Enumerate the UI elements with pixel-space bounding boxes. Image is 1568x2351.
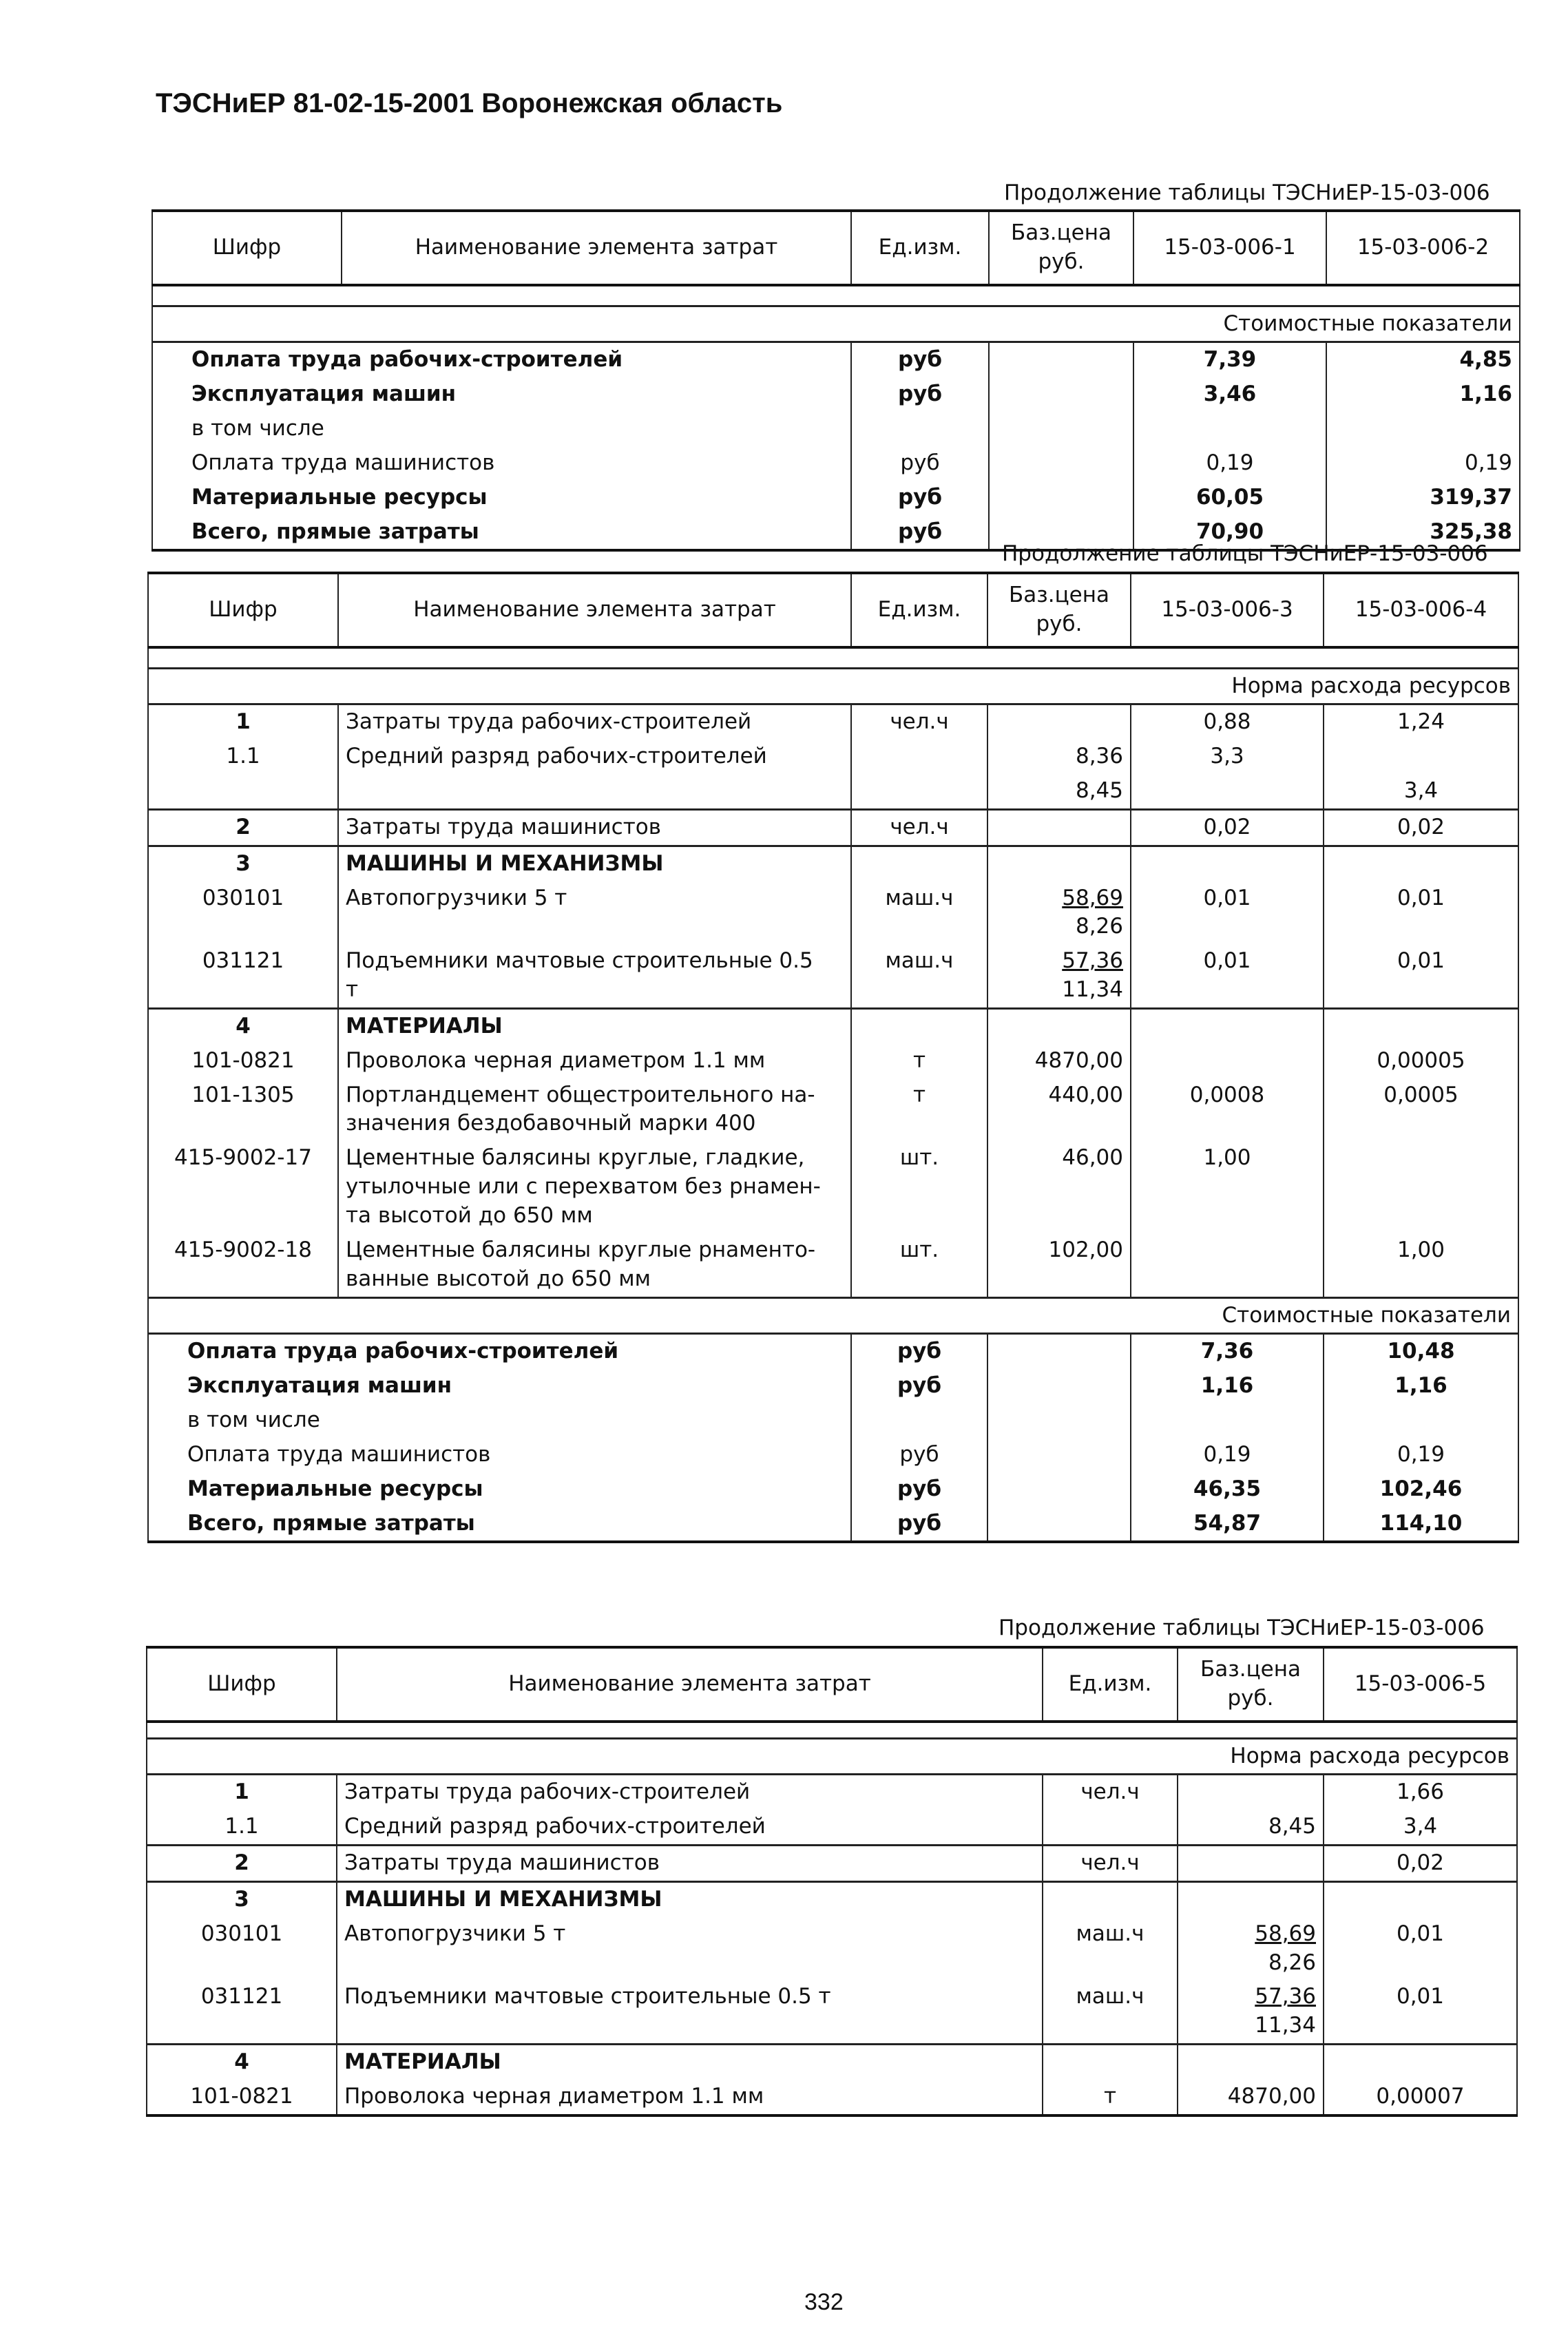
table-row: 1 Затраты труда рабочих-строителей чел.ч 0,88 1,24	[148, 704, 1518, 740]
table-row: 030101 Автопогрузчики 5 т маш.ч 58,69 8,26 0,01	[147, 1917, 1517, 1981]
table1	[151, 209, 1520, 552]
table1-header-row	[152, 211, 1520, 285]
header-col-b: 15-03-006-4	[1324, 573, 1518, 647]
table-row: 1 Затраты труда рабочих-строителей чел.ч 1,66	[147, 1775, 1517, 1810]
header-col-b: 15-03-006-2	[1326, 211, 1520, 285]
table-row: Оплата труда машинистов руб 0,19 0,19	[148, 1438, 1518, 1472]
table-row: 101-0821 Проволока черная диаметром 1.1 мм т 4870,00 0,00007	[147, 2080, 1517, 2115]
table3-header-row	[147, 1647, 1517, 1722]
table-row: 031121 Подъемники мачтовые строительные 0.5 т маш.ч 57,36 11,34 0,01 0,01	[148, 944, 1518, 1008]
table-row: Эксплуатация машин руб 1,16 1,16	[148, 1369, 1518, 1403]
table-row: Эксплуатация машин руб 3,46 1,16	[152, 377, 1520, 412]
table-row: 1.1 Средний разряд рабочих-строителей 8,45 3,4	[147, 1810, 1517, 1845]
table-row: в том числе	[148, 1403, 1518, 1438]
header-base-price: Баз.цена руб.	[1178, 1647, 1324, 1722]
header-col-a: 15-03-006-1	[1133, 211, 1326, 285]
table-row: Оплата труда рабочих-строителей руб 7,39 4,85	[152, 342, 1520, 377]
table1-caption: Продолжение таблицы ТЭСНиЕР-15-03-006	[1004, 180, 1490, 205]
table2-caption: Продолжение таблицы ТЭСНиЕР-15-03-006	[1002, 541, 1488, 566]
table-row: 3 МАШИНЫ И МЕХАНИЗМЫ	[147, 1881, 1517, 1916]
table-row: 101-1305 Портландцемент общестроительного на- значения бездобавочный марки 400 т 440,00 0,0008 0,0005	[148, 1078, 1518, 1142]
page-number: 332	[804, 2289, 844, 2315]
header-code: Шифр	[148, 573, 338, 647]
cost-label: Стоимостные показатели	[148, 1297, 1518, 1334]
table2-header-row	[148, 573, 1518, 647]
table-row: 415-9002-18 Цементные балясины круглые рнаменто- ванные высотой до 650 мм шт. 102,00 1,00	[148, 1233, 1518, 1297]
table3	[146, 1646, 1518, 2117]
table-row: 2 Затраты труда машинистов чел.ч 0,02	[147, 1846, 1517, 1882]
header-unit: Ед.изм.	[851, 573, 987, 647]
header-name: Наименование элемента затрат	[342, 211, 851, 285]
table-row: 4 МАТЕРИАЛЫ	[148, 1008, 1518, 1043]
norm-label: Норма расхода ресурсов	[147, 1738, 1517, 1775]
norm-label: Норма расхода ресурсов	[148, 668, 1518, 704]
table-row: 3 МАШИНЫ И МЕХАНИЗМЫ	[148, 846, 1518, 881]
table-row: 4 МАТЕРИАЛЫ	[147, 2045, 1517, 2080]
table-row: Оплата труда рабочих-строителей руб 7,36 10,48	[148, 1334, 1518, 1369]
table3-caption: Продолжение таблицы ТЭСНиЕР-15-03-006	[999, 1616, 1485, 1640]
header-base-price: Баз.цена руб.	[989, 211, 1133, 285]
table-row: 2 Затраты труда машинистов чел.ч 0,02 0,02	[148, 809, 1518, 846]
table-row: 415-9002-17 Цементные балясины круглые, гладкие, утылочные или с перехватом без рнамен- та высотой до 650 мм шт. 46,00 1,00	[148, 1141, 1518, 1233]
header-col-a: 15-03-006-3	[1131, 573, 1324, 647]
table-row: 1.1 Средний разряд рабочих-строителей 8,36 3,3	[148, 740, 1518, 774]
table-row: 101-0821 Проволока черная диаметром 1.1 мм т 4870,00 0,00005	[148, 1044, 1518, 1078]
header-unit: Ед.изм.	[1043, 1647, 1178, 1722]
table-row: Материальные ресурсы руб 46,35 102,46	[148, 1472, 1518, 1507]
page-title: ТЭСНиЕР 81-02-15-2001 Воронежская область	[156, 88, 783, 118]
header-name: Наименование элемента затрат	[338, 573, 851, 647]
header-name: Наименование элемента затрат	[337, 1647, 1043, 1722]
table-row: Всего, прямые затраты руб 70,90 325,38	[152, 515, 1520, 551]
table-row: 031121 Подъемники мачтовые строительные 0.5 т маш.ч 57,36 11,34 0,01	[147, 1980, 1517, 2044]
table-row: Материальные ресурсы руб 60,05 319,37	[152, 481, 1520, 515]
section-label: Стоимостные показатели	[152, 306, 1520, 342]
table-row: 8,45 3,4	[148, 774, 1518, 809]
table-row: Всего, прямые затраты руб 54,87 114,10	[148, 1507, 1518, 1543]
table-row: Оплата труда машинистов руб 0,19 0,19	[152, 446, 1520, 481]
table-row: 030101 Автопогрузчики 5 т маш.ч 58,69 8,26 0,01 0,01	[148, 881, 1518, 945]
header-unit: Ед.изм.	[851, 211, 989, 285]
header-code: Шифр	[147, 1647, 337, 1722]
table-row: в том числе	[152, 412, 1520, 446]
header-base-price: Баз.цена руб.	[987, 573, 1131, 647]
table2	[147, 572, 1519, 1543]
header-code: Шифр	[152, 211, 342, 285]
header-col-a: 15-03-006-5	[1324, 1647, 1517, 1722]
